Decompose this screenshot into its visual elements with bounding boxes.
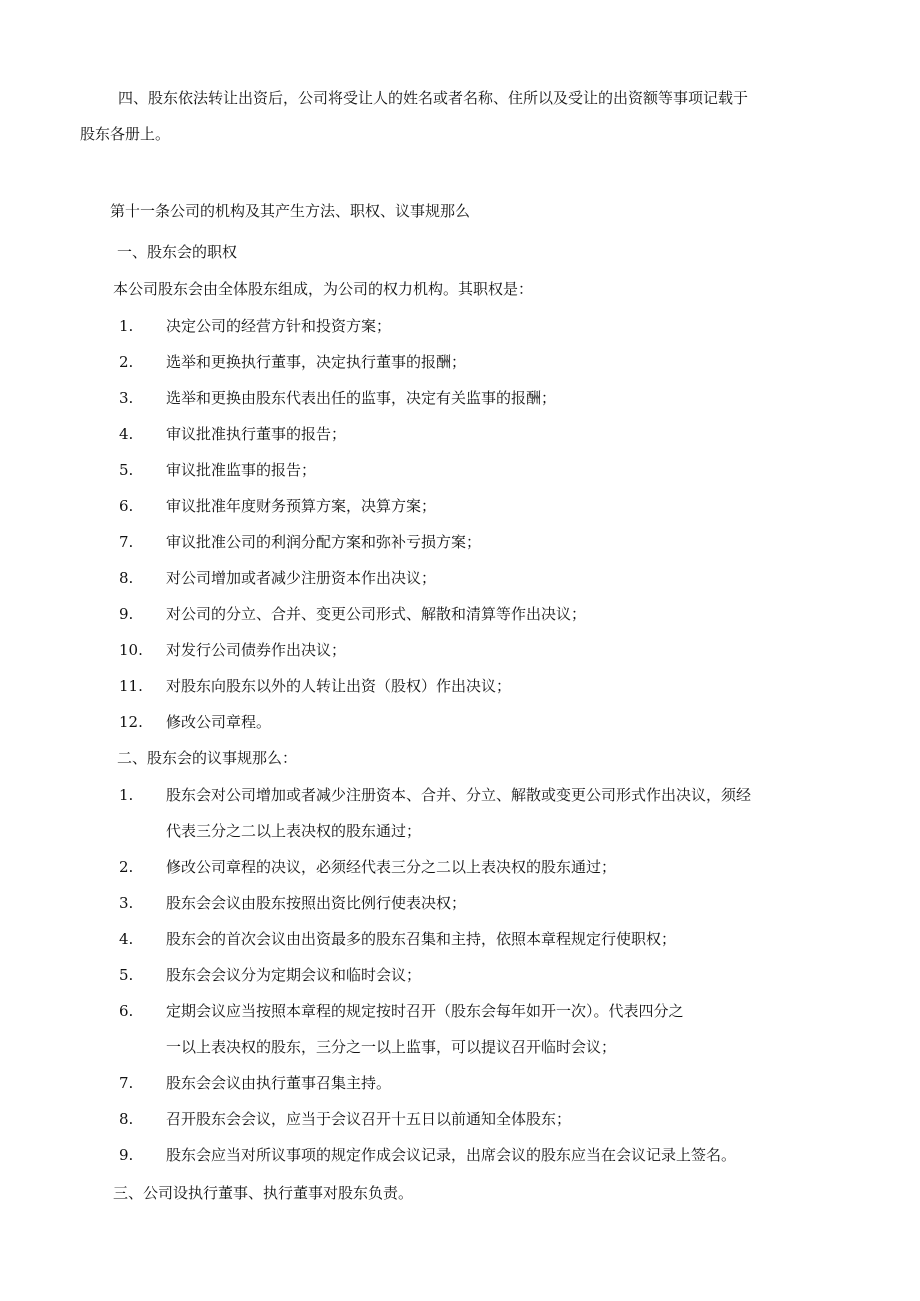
list-item-text: 对发行公司债券作出决议； (166, 641, 347, 659)
list-item-text: 审议批准监事的报告； (166, 461, 317, 479)
list-item-number: 9. (119, 605, 134, 623)
section-2-heading: 二、股东会的议事规那么： (117, 749, 298, 767)
list-item-number: 5. (119, 966, 134, 984)
list-item-text: 对公司的分立、合并、变更公司形式、解散和清算等作出决议； (166, 605, 587, 623)
list-item-number: 2. (119, 858, 134, 876)
list-item-text: 决定公司的经营方针和投资方案； (166, 317, 392, 335)
list-item-text: 股东会会议由股东按照出资比例行使表决权； (166, 894, 467, 912)
list-item-continuation: 一以上表决权的股东，三分之一以上监事，可以提议召开临时会议； (166, 1038, 617, 1056)
list-item-number: 11. (119, 677, 143, 695)
list-item-number: 5. (119, 461, 134, 479)
section-3-heading: 三、公司设执行董事、执行董事对股东负责。 (113, 1184, 414, 1202)
list-item-text: 对股东向股东以外的人转让出资（股权）作出决议； (166, 677, 512, 695)
list-item-text: 审议批准年度财务预算方案，决算方案； (166, 497, 437, 515)
paragraph-4-line-1: 四、股东依法转让出资后，公司将受让人的姓名或者名称、住所以及受让的出资额等事项记载于 (118, 89, 749, 107)
paragraph-4-line-2: 股东各册上。 (80, 125, 171, 143)
list-item-text: 选举和更换执行董事，决定执行董事的报酬； (166, 353, 467, 371)
list-item-text: 召开股东会会议，应当于会议召开十五日以前通知全体股东； (166, 1110, 572, 1128)
list-item-text: 修改公司章程的决议，必须经代表三分之二以上表决权的股东通过； (166, 858, 617, 876)
list-item-text: 修改公司章程。 (166, 713, 272, 731)
list-item-continuation: 代表三分之二以上表决权的股东通过； (166, 822, 422, 840)
list-item-number: 6. (119, 497, 134, 515)
list-item-number: 10. (119, 641, 143, 659)
list-item-number: 8. (119, 569, 134, 587)
list-item-text: 股东会会议分为定期会议和临时会议； (166, 966, 422, 984)
list-item-number: 2. (119, 353, 134, 371)
article-11-title: 第十一条公司的机构及其产生方法、职权、议事规那么 (110, 202, 471, 220)
list-item-number: 1. (119, 317, 134, 335)
list-item-text: 股东会的首次会议由出资最多的股东召集和主持，依照本章程规定行使职权； (166, 930, 677, 948)
list-item-number: 12. (119, 713, 143, 731)
list-item-text: 对公司增加或者减少注册资本作出决议； (166, 569, 437, 587)
list-item-number: 9. (119, 1146, 134, 1164)
list-item-number: 7. (119, 1074, 134, 1092)
list-item-text: 股东会会议由执行董事召集主持。 (166, 1074, 392, 1092)
list-item-number: 3. (119, 894, 134, 912)
list-item-number: 8. (119, 1110, 134, 1128)
list-item-text: 审议批准公司的利润分配方案和弥补亏损方案； (166, 533, 482, 551)
section-1-heading: 一、股东会的职权 (117, 243, 238, 261)
list-item-text: 股东会应当对所议事项的规定作成会议记录，出席会议的股东应当在会议记录上签名。 (166, 1146, 737, 1164)
list-item-number: 6. (119, 1002, 134, 1020)
list-item-text: 选举和更换由股东代表出任的监事，决定有关监事的报酬； (166, 389, 557, 407)
list-item-text: 股东会对公司增加或者减少注册资本、合并、分立、解散或变更公司形式作出决议，须经 (166, 786, 752, 804)
list-item-number: 7. (119, 533, 134, 551)
list-item-text: 审议批准执行董事的报告； (166, 425, 347, 443)
list-item-number: 1. (119, 786, 134, 804)
list-item-number: 3. (119, 389, 134, 407)
list-item-number: 4. (119, 425, 134, 443)
list-item-number: 4. (119, 930, 134, 948)
section-1-intro: 本公司股东会由全体股东组成，为公司的权力机构。其职权是： (113, 280, 534, 298)
list-item-text: 定期会议应当按照本章程的规定按时召开（股东会每年如开一次）。代表四分之 (166, 1002, 684, 1020)
